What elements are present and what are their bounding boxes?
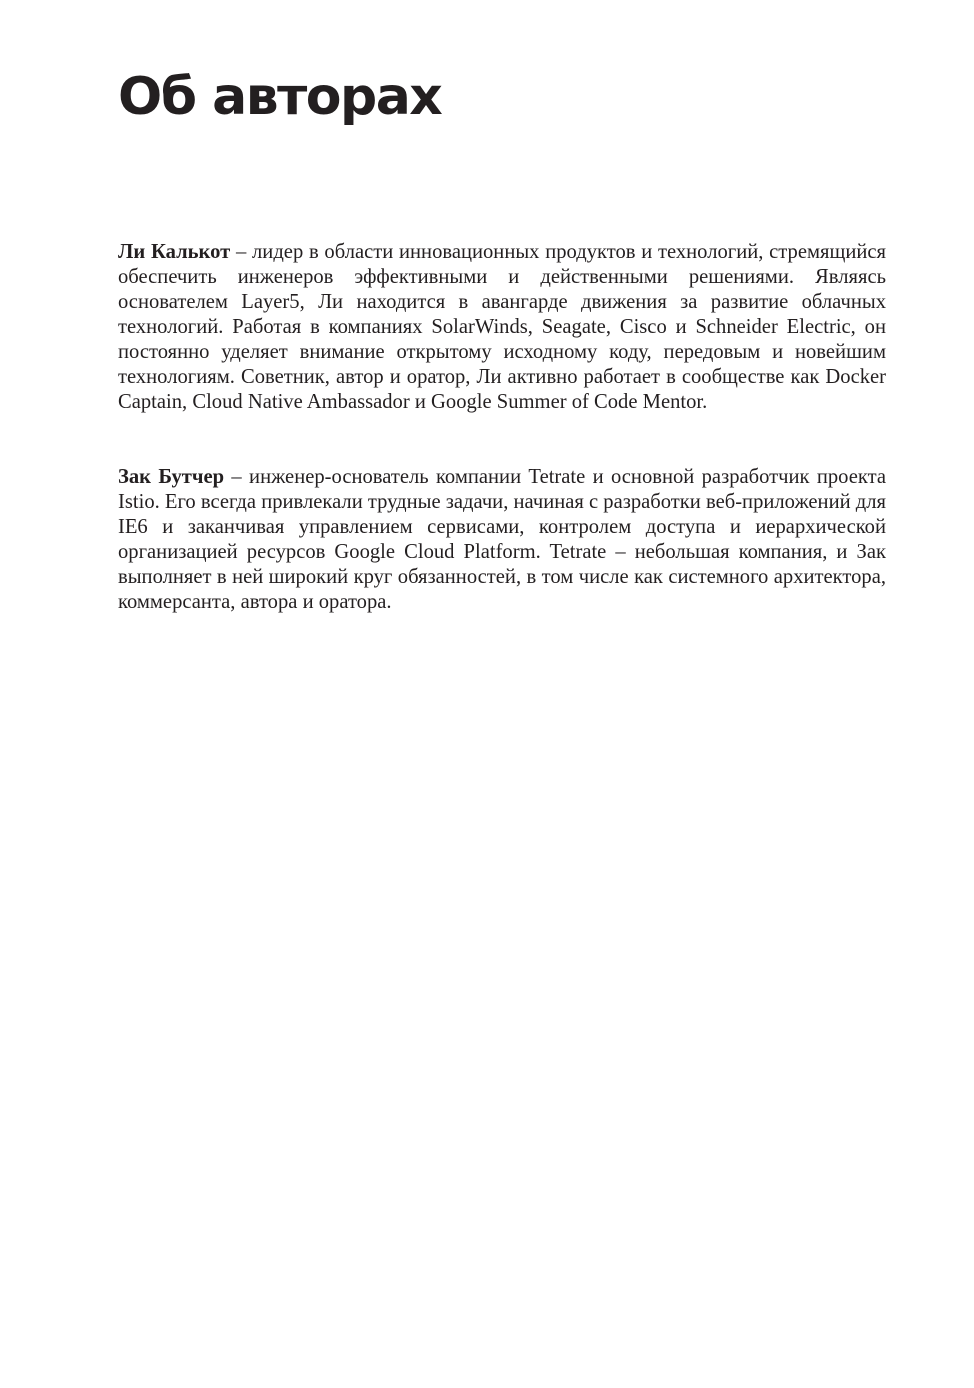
author-name: Зак Бутчер (118, 466, 225, 488)
page-title: Об авторах (118, 67, 442, 127)
author-bio-text: – лидер в области инновационных продуктов и технологий, стремящийся обеспечить инженеров эффективными и действенными решениями. Являясь основателем Layer5, Ли находится в авангарде движения за развитие облачных технологий. Работая в компаниях SolarWinds, Seagate, Cisco и Schneider Electric, он постоянно уделяет внимание открытому исходному коду, передовым и новейшим технологиям. Советник, автор и оратор, Ли активно работает в сообществе как Docker Captain, Cloud Native Ambassador и Google Summer of Code Mentor. (118, 241, 886, 413)
author-bio-calcote (118, 240, 886, 415)
author-bio-butcher (118, 465, 886, 615)
author-bio-text: – инженер-основатель компании Tetrate и основной разработчик проекта Istio. Его всегда привлекали трудные задачи, начиная с разработки веб-приложений для IE6 и заканчивая управлением сервисами, контролем доступа и иерархической организацией ресурсов Google Cloud Platform. Tetrate – небольшая компания, и Зак выполняет в ней широкий круг обязанностей, в том числе как системного архитектора, коммерсанта, автора и оратора. (118, 466, 886, 613)
author-name: Ли Калькот (118, 241, 231, 263)
